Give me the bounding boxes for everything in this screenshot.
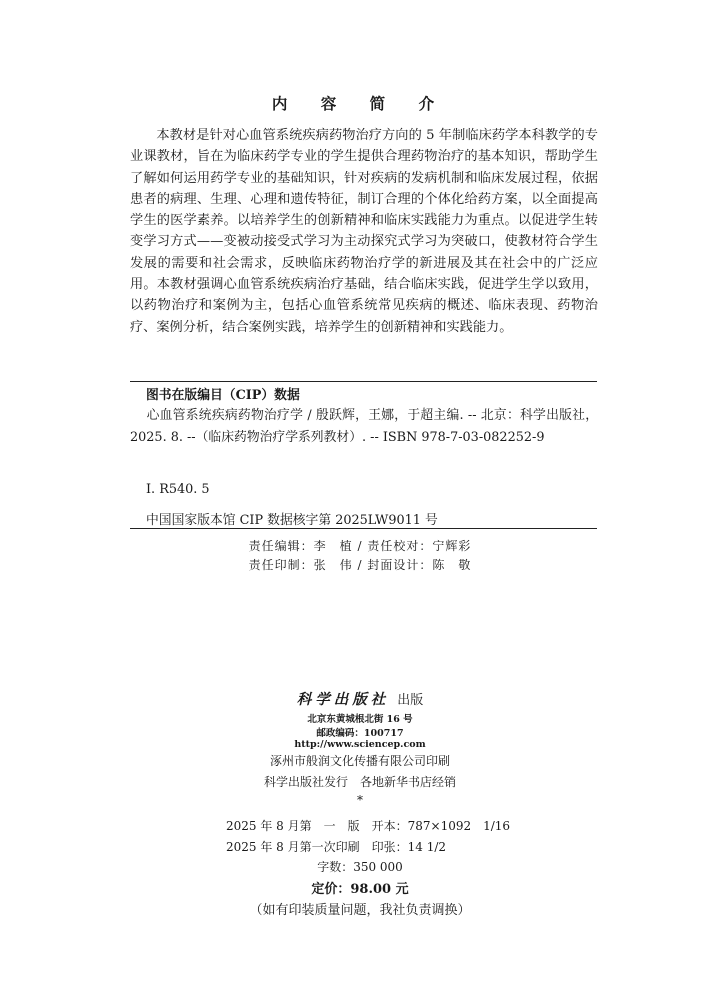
cip-heading: 图书在版编目（CIP）数据 xyxy=(146,388,300,403)
publisher-suffix: 出版 xyxy=(397,693,424,708)
page-title: 内 容 简 介 xyxy=(271,94,449,113)
word-count: 字数：350 000 xyxy=(317,860,403,874)
credits-editors: 责任编辑：李 植 / 责任校对：宁辉彩 xyxy=(248,539,472,553)
cip-record: 心血管系统疾病药物治疗学 / 殷跃辉，王娜，于超主编. -- 北京：科学出版社，2025. 8. --（临床药物治疗学系列教材）. -- ISBN 978-7-03-082252-9 xyxy=(130,408,598,445)
price: 定价：98.00 元 xyxy=(311,882,409,897)
cip-classification: Ⅰ. R540. 5 xyxy=(146,482,210,497)
publisher-address: 北京东黄城根北街 16 号 xyxy=(307,714,413,725)
divider-top xyxy=(130,381,597,382)
book-introduction: 本教材是针对心血管系统疾病药物治疗方向的 5 年制临床药学本科教学的专业课教材，旨在为临床药学专业的学生提供合理药物治疗的基本知识，帮助学生了解如何运用药学专业的基础知识，针对疾病的发病机制和临床发展过程，依据患者的病理、生理、心理和遗传特征，制订合理的个体化给药方案，以全面提高学生的医学素养。以培养学生的创新精神和临床实践能力为重点。以促进学生转变学习方式——变被动接受式学习为主动探究式学习为突破口，使教材符合学生发展的需要和社会需求，反映临床药物治疗学的新进展及其在社会中的广泛应用。本教材强调心血管系统疾病治疗基础，结合临床实践，促进学生学以致用，以药物治疗和案例为主，包括心血管系统常见疾病的概述、临床表现、药物治疗、案例分析，结合案例实践，培养学生的创新精神和实践能力。 xyxy=(130,128,598,335)
publisher-postcode: 邮政编码：100717 xyxy=(316,728,404,739)
publisher-name: 科学出版社 xyxy=(296,691,390,708)
credits-production: 责任印制：张 伟 / 封面设计：陈 敬 xyxy=(248,558,472,572)
publisher-heading xyxy=(0,688,720,709)
distribution-info: 科学出版社发行 各地新华书店经销 xyxy=(263,775,456,789)
cip-library-number: 中国国家版本馆 CIP 数据核字第 2025LW9011 号 xyxy=(146,513,438,528)
edition-info: 2025 年 8 月第 一 版 开本：787×1092 1/16 xyxy=(226,819,511,833)
publisher-website: http://www.sciencep.com xyxy=(294,739,426,750)
printing-info: 2025 年 8 月第一次印刷 印张：14 1/2 xyxy=(226,840,447,854)
separator-asterisk: * xyxy=(357,793,363,807)
quality-notice: （如有印装质量问题，我社负责调换） xyxy=(249,903,471,918)
divider-bottom xyxy=(130,528,597,529)
printer-info: 涿州市般润文化传播有限公司印刷 xyxy=(269,754,450,768)
